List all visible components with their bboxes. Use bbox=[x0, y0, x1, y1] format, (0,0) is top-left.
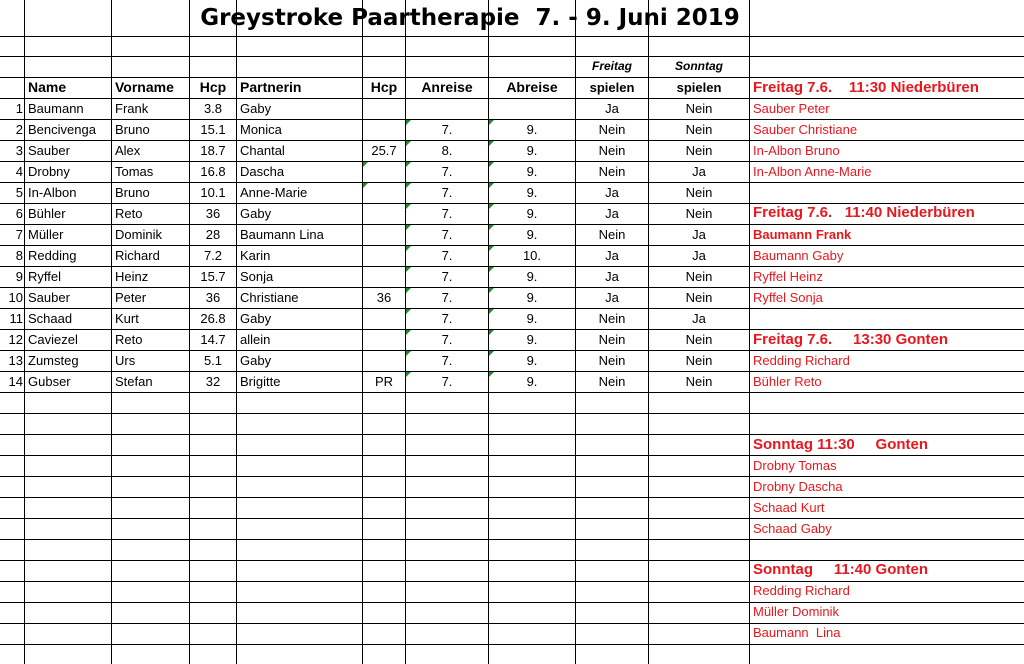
cell-abreise: 9. bbox=[526, 143, 538, 158]
row-number: 3 bbox=[15, 143, 23, 158]
grid-row-line bbox=[0, 413, 1024, 414]
cell-partnerin: Gaby bbox=[240, 353, 272, 368]
cell-hcp: 36 bbox=[205, 206, 221, 221]
cell-vorname: Alex bbox=[115, 143, 141, 158]
cell-name: Gubser bbox=[28, 374, 71, 389]
row-number: 8 bbox=[15, 248, 23, 263]
header-hcp-partnerin: Hcp bbox=[370, 79, 398, 95]
cell-anreise: 7. bbox=[441, 164, 453, 179]
grid-row-line bbox=[0, 539, 1024, 540]
page-title: Greystroke Paartherapie 7. - 9. Juni 2019 bbox=[200, 5, 740, 31]
cell-hcp: 18.7 bbox=[200, 143, 226, 158]
cell-abreise: 9. bbox=[526, 332, 538, 347]
comment-indicator bbox=[406, 330, 411, 335]
cell-vorname: Stefan bbox=[115, 374, 153, 389]
cell-sonntag-spielen: Nein bbox=[685, 269, 713, 284]
comment-indicator bbox=[489, 309, 494, 314]
cell-sonntag-spielen: Ja bbox=[692, 311, 706, 326]
cell-vorname: Kurt bbox=[115, 311, 139, 326]
cell-vorname: Reto bbox=[115, 332, 143, 347]
comment-indicator bbox=[489, 351, 494, 356]
cell-hcp: 15.1 bbox=[200, 122, 226, 137]
cell-name: Drobny bbox=[28, 164, 70, 179]
cell-vorname: Peter bbox=[115, 290, 147, 305]
comment-indicator bbox=[406, 183, 411, 188]
row-number: 14 bbox=[8, 374, 23, 389]
cell-partnerin: Monica bbox=[240, 122, 282, 137]
header-partnerin: Partnerin bbox=[240, 79, 302, 95]
cell-freitag-spielen: Ja bbox=[605, 269, 619, 284]
cell-partnerin: Gaby bbox=[240, 101, 272, 116]
cell-hcp: 36 bbox=[205, 290, 221, 305]
comment-indicator bbox=[406, 204, 411, 209]
header-vorname: Vorname bbox=[115, 79, 174, 95]
cell-sonntag-spielen: Nein bbox=[685, 290, 713, 305]
tee-player-lead: Baumann Frank bbox=[753, 227, 852, 242]
cell-sonntag-spielen: Nein bbox=[685, 122, 713, 137]
cell-vorname: Tomas bbox=[115, 164, 154, 179]
cell-hcp: 10.1 bbox=[200, 185, 226, 200]
cell-freitag-spielen: Nein bbox=[598, 164, 626, 179]
cell-name: Zumsteg bbox=[28, 353, 79, 368]
comment-indicator bbox=[363, 162, 368, 167]
comment-indicator bbox=[489, 141, 494, 146]
cell-sonntag-spielen: Ja bbox=[692, 248, 706, 263]
cell-freitag-spielen: Nein bbox=[598, 122, 626, 137]
row-number: 2 bbox=[15, 122, 23, 137]
comment-indicator bbox=[489, 204, 494, 209]
comment-indicator bbox=[406, 309, 411, 314]
cell-freitag-spielen: Nein bbox=[598, 227, 626, 242]
cell-freitag-spielen: Nein bbox=[598, 332, 626, 347]
comment-indicator bbox=[406, 162, 411, 167]
comment-indicator bbox=[489, 162, 494, 167]
cell-vorname: Richard bbox=[115, 248, 160, 263]
row-number: 13 bbox=[8, 353, 23, 368]
tee-player: In-Albon Anne-Marie bbox=[753, 164, 872, 179]
tee-player: Baumann Lina bbox=[753, 625, 841, 640]
comment-indicator bbox=[363, 183, 368, 188]
tee-friday-1330-header: Freitag 7.6. 13:30 Gonten bbox=[753, 331, 949, 348]
comment-indicator bbox=[489, 120, 494, 125]
row-number: 12 bbox=[8, 332, 23, 347]
cell-freitag-spielen: Nein bbox=[598, 311, 626, 326]
tee-player: In-Albon Bruno bbox=[753, 143, 840, 158]
comment-indicator bbox=[406, 288, 411, 293]
cell-abreise: 10. bbox=[522, 248, 542, 263]
cell-anreise: 7. bbox=[441, 332, 453, 347]
tee-player: Schaad Gaby bbox=[753, 521, 832, 536]
cell-sonntag-spielen: Nein bbox=[685, 185, 713, 200]
cell-hcp: 7.2 bbox=[203, 248, 223, 263]
header-sonntag-spielen: spielen bbox=[676, 80, 722, 95]
cell-vorname: Urs bbox=[115, 353, 136, 368]
header-hcp: Hcp bbox=[199, 79, 227, 95]
cell-partnerin: Karin bbox=[240, 248, 271, 263]
cell-partnerin: Anne-Marie bbox=[240, 185, 308, 200]
header-anreise: Anreise bbox=[421, 79, 473, 95]
cell-partnerin: Brigitte bbox=[240, 374, 281, 389]
grid-row-line bbox=[0, 36, 1024, 37]
header-abreise: Abreise bbox=[506, 79, 558, 95]
cell-partnerin: allein bbox=[240, 332, 271, 347]
cell-sonntag-spielen: Ja bbox=[692, 227, 706, 242]
header-freitag: Freitag bbox=[591, 59, 632, 73]
comment-indicator bbox=[489, 330, 494, 335]
cell-partnerin: Gaby bbox=[240, 311, 272, 326]
comment-indicator bbox=[489, 288, 494, 293]
cell-anreise: 7. bbox=[441, 248, 453, 263]
cell-partnerin: Christiane bbox=[240, 290, 299, 305]
row-number: 1 bbox=[15, 101, 23, 116]
cell-hcp: 14.7 bbox=[200, 332, 226, 347]
cell-partnerin: Sonja bbox=[240, 269, 274, 284]
grid-row-line bbox=[0, 392, 1024, 393]
comment-indicator bbox=[406, 141, 411, 146]
cell-abreise: 9. bbox=[526, 290, 538, 305]
cell-anreise: 7. bbox=[441, 269, 453, 284]
row-number: 7 bbox=[15, 227, 23, 242]
cell-abreise: 9. bbox=[526, 374, 538, 389]
tee-player: Drobny Tomas bbox=[753, 458, 837, 473]
cell-abreise: 9. bbox=[526, 206, 538, 221]
cell-sonntag-spielen: Nein bbox=[685, 206, 713, 221]
header-sonntag: Sonntag bbox=[675, 59, 723, 73]
cell-anreise: 7. bbox=[441, 374, 453, 389]
cell-partnerin: Baumann Lina bbox=[240, 227, 324, 242]
comment-indicator bbox=[406, 351, 411, 356]
comment-indicator bbox=[406, 246, 411, 251]
grid-column-line bbox=[362, 0, 363, 664]
cell-hcp: 15.7 bbox=[200, 269, 226, 284]
tee-sunday-1130-header: Sonntag 11:30 Gonten bbox=[753, 436, 929, 453]
cell-name: Bencivenga bbox=[28, 122, 96, 137]
cell-abreise: 9. bbox=[526, 185, 538, 200]
cell-name: Bühler bbox=[28, 206, 66, 221]
cell-abreise: 9. bbox=[526, 164, 538, 179]
cell-name: Caviezel bbox=[28, 332, 78, 347]
cell-anreise: 7. bbox=[441, 311, 453, 326]
cell-sonntag-spielen: Nein bbox=[685, 332, 713, 347]
cell-freitag-spielen: Nein bbox=[598, 353, 626, 368]
cell-freitag-spielen: Nein bbox=[598, 374, 626, 389]
cell-name: Sauber bbox=[28, 290, 70, 305]
cell-vorname: Frank bbox=[115, 101, 149, 116]
cell-abreise: 9. bbox=[526, 122, 538, 137]
cell-anreise: 7. bbox=[441, 206, 453, 221]
grid-row-line bbox=[0, 56, 1024, 57]
tee-player: Ryffel Heinz bbox=[753, 269, 823, 284]
cell-hcp: 26.8 bbox=[200, 311, 226, 326]
row-number: 5 bbox=[15, 185, 23, 200]
cell-sonntag-spielen: Nein bbox=[685, 374, 713, 389]
cell-partnerin: Dascha bbox=[240, 164, 285, 179]
header-name: Name bbox=[28, 79, 67, 95]
cell-anreise: 7. bbox=[441, 185, 453, 200]
cell-name: Ryffel bbox=[28, 269, 61, 284]
cell-hcp: 28 bbox=[205, 227, 221, 242]
cell-hcp: 32 bbox=[205, 374, 221, 389]
cell-sonntag-spielen: Nein bbox=[685, 353, 713, 368]
cell-name: Redding bbox=[28, 248, 77, 263]
cell-abreise: 9. bbox=[526, 353, 538, 368]
tee-sunday-1140-header: Sonntag 11:40 Gonten bbox=[753, 561, 929, 578]
cell-hcp-partnerin: PR bbox=[374, 374, 394, 389]
cell-anreise: 8. bbox=[441, 143, 453, 158]
cell-freitag-spielen: Ja bbox=[605, 185, 619, 200]
row-number: 4 bbox=[15, 164, 23, 179]
cell-hcp-partnerin: 36 bbox=[376, 290, 392, 305]
cell-name: In-Albon bbox=[28, 185, 77, 200]
tee-player: Sauber Peter bbox=[753, 101, 830, 116]
cell-vorname: Dominik bbox=[115, 227, 162, 242]
cell-anreise: 7. bbox=[441, 290, 453, 305]
cell-freitag-spielen: Ja bbox=[605, 248, 619, 263]
cell-anreise: 7. bbox=[441, 122, 453, 137]
comment-indicator bbox=[489, 246, 494, 251]
cell-vorname: Bruno bbox=[115, 185, 150, 200]
tee-player: Sauber Christiane bbox=[753, 122, 858, 137]
cell-name: Baumann bbox=[28, 101, 84, 116]
comment-indicator bbox=[489, 225, 494, 230]
cell-vorname: Heinz bbox=[115, 269, 149, 284]
cell-hcp: 16.8 bbox=[200, 164, 226, 179]
cell-anreise: 7. bbox=[441, 227, 453, 242]
cell-name: Müller bbox=[28, 227, 64, 242]
cell-freitag-spielen: Nein bbox=[598, 143, 626, 158]
cell-partnerin: Gaby bbox=[240, 206, 272, 221]
comment-indicator bbox=[406, 225, 411, 230]
cell-freitag-spielen: Ja bbox=[605, 101, 619, 116]
tee-player: Baumann Gaby bbox=[753, 248, 844, 263]
row-number: 6 bbox=[15, 206, 23, 221]
tee-player: Ryffel Sonja bbox=[753, 290, 823, 305]
cell-partnerin: Chantal bbox=[240, 143, 285, 158]
comment-indicator bbox=[406, 267, 411, 272]
cell-hcp: 3.8 bbox=[203, 101, 223, 116]
header-freitag-spielen: spielen bbox=[589, 80, 635, 95]
cell-abreise: 9. bbox=[526, 269, 538, 284]
comment-indicator bbox=[489, 183, 494, 188]
tee-player: Redding Richard bbox=[753, 353, 850, 368]
row-number: 10 bbox=[8, 290, 23, 305]
tee-player: Schaad Kurt bbox=[753, 500, 825, 515]
tee-player: Drobny Dascha bbox=[753, 479, 843, 494]
tee-player: Bühler Reto bbox=[753, 374, 822, 389]
cell-abreise: 9. bbox=[526, 227, 538, 242]
cell-freitag-spielen: Ja bbox=[605, 290, 619, 305]
cell-vorname: Reto bbox=[115, 206, 143, 221]
row-number: 11 bbox=[9, 311, 23, 326]
tee-player: Redding Richard bbox=[753, 583, 850, 598]
cell-abreise: 9. bbox=[526, 311, 538, 326]
grid-row-line bbox=[0, 644, 1024, 645]
tee-friday-1140-header: Freitag 7.6. 11:40 Niederbüren bbox=[753, 204, 975, 221]
cell-freitag-spielen: Ja bbox=[605, 206, 619, 221]
tee-player: Müller Dominik bbox=[753, 604, 839, 619]
cell-hcp: 5.1 bbox=[203, 353, 223, 368]
row-number: 9 bbox=[15, 269, 23, 284]
comment-indicator bbox=[406, 372, 411, 377]
cell-anreise: 7. bbox=[441, 353, 453, 368]
cell-hcp-partnerin: 25.7 bbox=[371, 143, 397, 158]
comment-indicator bbox=[489, 372, 494, 377]
cell-vorname: Bruno bbox=[115, 122, 150, 137]
comment-indicator bbox=[489, 267, 494, 272]
cell-sonntag-spielen: Nein bbox=[685, 143, 713, 158]
cell-sonntag-spielen: Nein bbox=[685, 101, 713, 116]
cell-name: Schaad bbox=[28, 311, 73, 326]
tee-friday-1130-header: Freitag 7.6. 11:30 Niederbüren bbox=[753, 79, 979, 96]
cell-name: Sauber bbox=[28, 143, 70, 158]
comment-indicator bbox=[406, 120, 411, 125]
cell-sonntag-spielen: Ja bbox=[692, 164, 706, 179]
